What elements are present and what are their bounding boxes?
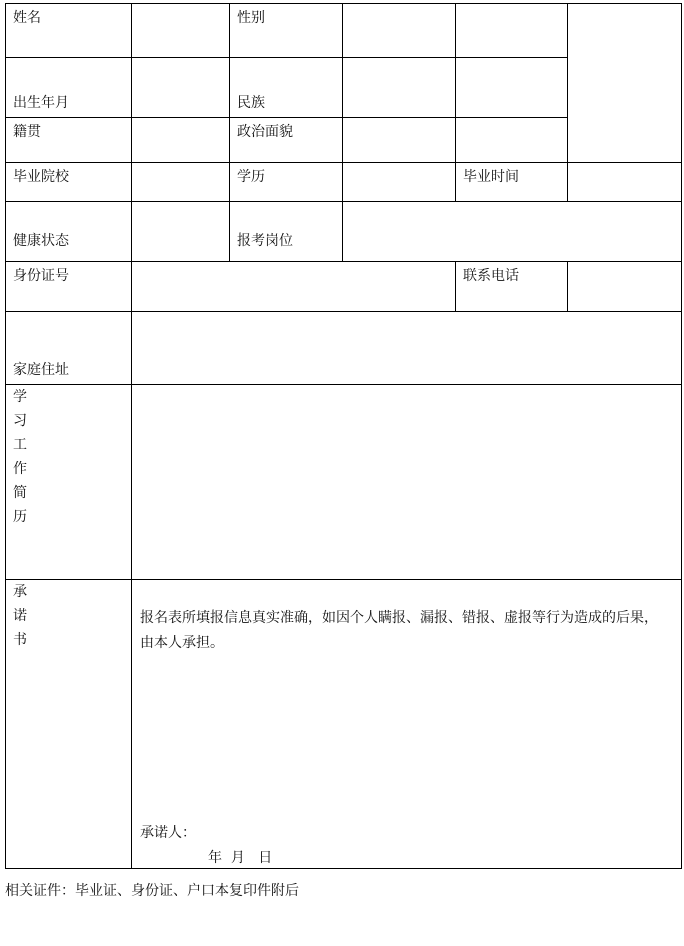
- pledge-date-label: 年 月 日: [208, 850, 273, 866]
- pledge-label-cell: [6, 580, 132, 869]
- registration-form-table: [5, 3, 682, 869]
- id-label: 身份证号: [6, 262, 132, 312]
- native-place-field[interactable]: [132, 118, 230, 163]
- ethnicity-label: 民族: [230, 58, 343, 118]
- native-place-label: 籍贯: [6, 118, 132, 163]
- ethnicity-field[interactable]: [343, 58, 456, 118]
- resume-field[interactable]: [132, 385, 682, 580]
- resume-label-cell: [6, 385, 132, 580]
- photo-cell[interactable]: [568, 4, 682, 163]
- attachments-footnote: 相关证件：毕业证、身份证、户口本复印件附后: [5, 883, 299, 899]
- school-field[interactable]: [132, 163, 230, 202]
- gender-field[interactable]: [343, 4, 456, 58]
- id-field[interactable]: [132, 262, 456, 312]
- name-label: 姓名: [6, 4, 132, 58]
- row-resume: [6, 385, 682, 580]
- ethnicity-extra-field[interactable]: [456, 58, 568, 118]
- row-pledge: [6, 580, 682, 869]
- pledge-text: 报名表所填报信息真实准确，如因个人瞒报、漏报、错报、虚报等行为造成的后果，由本人承担。: [140, 610, 658, 651]
- name-field[interactable]: [132, 4, 230, 58]
- health-field[interactable]: [132, 202, 230, 262]
- school-label: 毕业院校: [6, 163, 132, 202]
- row-health-position: [6, 202, 682, 262]
- gender-label: 性别: [230, 4, 343, 58]
- position-field[interactable]: [343, 202, 682, 262]
- address-field[interactable]: [132, 312, 682, 385]
- birth-field[interactable]: [132, 58, 230, 118]
- row-id-phone: [6, 262, 682, 312]
- political-label: 政治面貌: [230, 118, 343, 163]
- graduation-time-label: 毕业时间: [456, 163, 568, 202]
- pledge-content-cell: [132, 580, 682, 869]
- row-school-education: [6, 163, 682, 202]
- phone-label: 联系电话: [456, 262, 568, 312]
- pledge-label: 承诺书: [13, 584, 27, 648]
- phone-field[interactable]: [568, 262, 682, 312]
- pledge-signer-label: 承诺人：: [140, 825, 196, 841]
- graduation-time-field[interactable]: [568, 163, 682, 202]
- row-name-gender: [6, 4, 682, 58]
- birth-label: 出生年月: [6, 58, 132, 118]
- education-label: 学历: [230, 163, 343, 202]
- political-field[interactable]: [343, 118, 456, 163]
- political-extra-field[interactable]: [456, 118, 568, 163]
- education-field[interactable]: [343, 163, 456, 202]
- row-address: [6, 312, 682, 385]
- position-label: 报考岗位: [230, 202, 343, 262]
- resume-label: 学习工作简历: [13, 389, 27, 525]
- gender-extra-field[interactable]: [456, 4, 568, 58]
- address-label: 家庭住址: [6, 312, 132, 385]
- health-label: 健康状态: [6, 202, 132, 262]
